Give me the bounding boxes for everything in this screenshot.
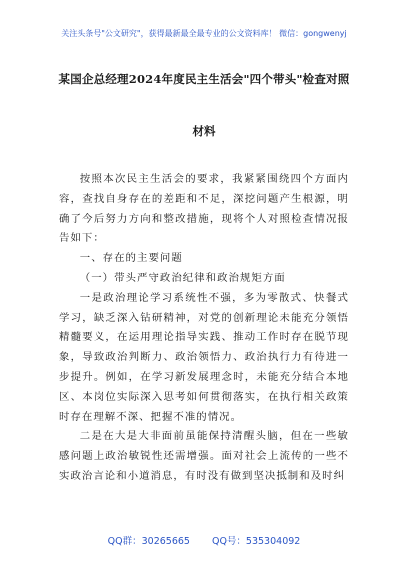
section-heading: 一、存在的主要问题 — [79, 252, 183, 265]
body-paragraph-2: 二是在大是大非面前虽能保持清醒头脑，但在一些敏感问题上政治敏锐性还需增强。面对社会上流传的一些不实政治言论和小道消息，有时没有做到坚决抵制和及时纠 — [59, 430, 349, 482]
header-notice[interactable]: 关注头条号"公文研究"，获得最新最全最专业的公文资料库！ 微信：gongwenyj — [61, 29, 347, 38]
subsection-heading: （一）带头严守政治纪律和政治规矩方面 — [79, 271, 286, 284]
footer-qq-number[interactable]: QQ号：535304092 — [211, 536, 301, 547]
intro-paragraph: 按照本次民主生活会的要求，我紧紧围绕四个方面内容，查找自身存在的差距和不足，深挖问题产生根源，明确了今后努力方向和整改措施，现将个人对照检查情况报告如下： — [59, 173, 349, 245]
body-paragraph-1: 一是政治理论学习系统性不强，多为零散式、快餐式学习，缺乏深入钻研精神，对党的创新理论未能充分领悟精髓要义，在运用理论指导实践、推动工作时存在脱节现象，导致政治判断力、政治领悟力、政治执行力有待进一步提升。例如，在学习新发展理念时，未能充分结合本地区、本岗位实际深入思考如何贯彻落实，在执行相关政策时存在理解不深、把握不准的情况。 — [59, 291, 349, 423]
document-body — [59, 170, 349, 487]
footer-contact — [0, 536, 408, 548]
document-title-continuation: 材料 — [192, 124, 216, 138]
footer-qq-group[interactable]: QQ群：30265665 — [107, 536, 190, 547]
document-title: 某国企总经理2024年度民主生活会"四个带头"检查对照 — [58, 72, 350, 86]
